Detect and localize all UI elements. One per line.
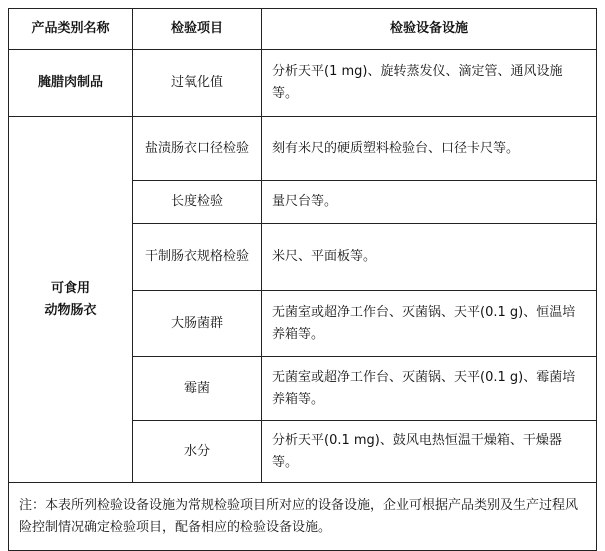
note-row	[9, 483, 597, 551]
inspection-equipment-table	[8, 8, 597, 551]
item-cell: 大肠菌群	[133, 291, 262, 357]
item-cell: 霉菌	[133, 357, 262, 421]
equipment-cell: 米尺、平面板等。	[262, 224, 597, 291]
table-row	[9, 117, 597, 181]
item-cell: 干制肠衣规格检验	[133, 224, 262, 291]
equipment-cell: 无菌室或超净工作台、灭菌锅、天平(0.1 g)、恒温培养箱等。	[262, 291, 597, 357]
equipment-cell: 刻有米尺的硬质塑料检验台、口径卡尺等。	[262, 117, 597, 181]
header-item: 检验项目	[133, 9, 262, 50]
item-cell: 长度检验	[133, 181, 262, 224]
category-casing-line2: 动物肠衣	[44, 302, 97, 318]
header-category: 产品类别名称	[9, 9, 133, 50]
item-cell: 水分	[133, 421, 262, 483]
equipment-cell: 分析天平(1 mg)、旋转蒸发仪、滴定管、通风设施等。	[262, 50, 597, 117]
header-equipment: 检验设备设施	[262, 9, 597, 50]
item-cell: 过氧化值	[133, 50, 262, 117]
equipment-cell: 量尺台等。	[262, 181, 597, 224]
equipment-cell: 分析天平(0.1 mg)、鼓风电热恒温干燥箱、干燥器等。	[262, 421, 597, 483]
item-cell: 盐渍肠衣口径检验	[133, 117, 262, 181]
table-note: 注：本表所列检验设备设施为常规检验项目所对应的设备设施，企业可根据产品类别及生产过程风险控制情况确定检验项目，配备相应的检验设备设施。	[9, 483, 597, 551]
category-casing-line1: 可食用	[50, 280, 90, 296]
header-row	[9, 9, 597, 50]
equipment-cell: 无菌室或超净工作台、灭菌锅、天平(0.1 g)、霉菌培养箱等。	[262, 357, 597, 421]
category-cured-meat: 腌腊肉制品	[9, 50, 133, 117]
category-edible-casing	[9, 117, 133, 483]
table-row	[9, 50, 597, 117]
